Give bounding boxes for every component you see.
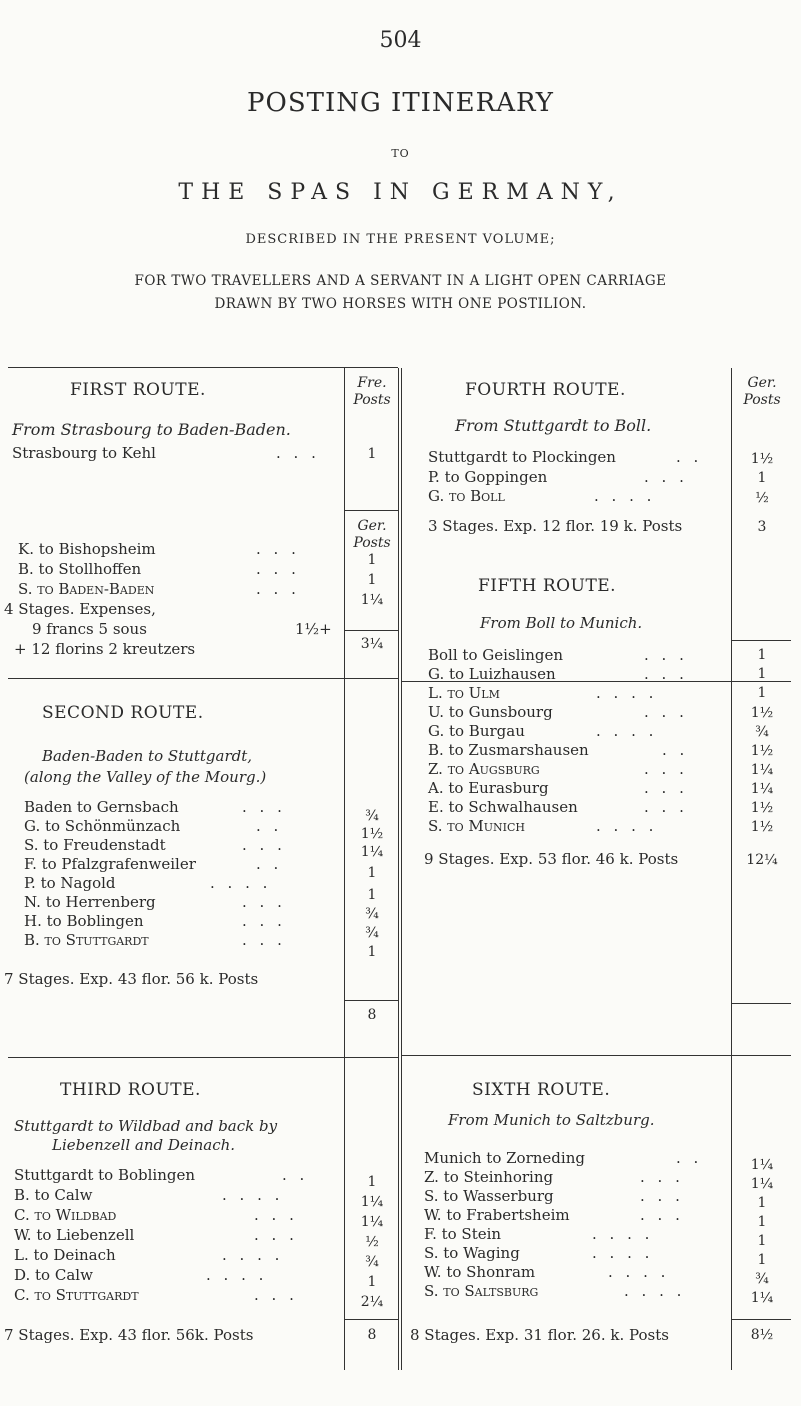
leader-dots: . . . xyxy=(242,912,286,930)
fourth-route-stage: G. to Boll xyxy=(428,487,505,505)
leader-dots: . . . xyxy=(242,836,286,854)
leader-dots: . . xyxy=(662,741,689,759)
leader-dots: . . . xyxy=(644,665,688,683)
third-stage-posts: 1¼ xyxy=(360,1194,384,1210)
title-described: DESCRIBED IN THE PRESENT VOLUME; xyxy=(245,232,556,247)
third-route-stage: D. to Calw xyxy=(14,1266,93,1284)
fifth-stage-posts: 1¼ xyxy=(750,781,774,797)
third-stage-posts: ½ xyxy=(365,1234,379,1250)
leader-dots: . . . . xyxy=(594,487,656,505)
leader-dots: . . . . xyxy=(596,817,658,835)
first-stage-posts: 1 xyxy=(367,552,377,568)
sixth-stage-posts: 1¼ xyxy=(750,1176,774,1192)
third-route-stage: B. to Calw xyxy=(14,1186,93,1204)
fourth-stage-posts: 1 xyxy=(757,470,767,486)
sixth-stage-posts: 1 xyxy=(757,1233,767,1249)
fifth-route-stage: L. to Ulm xyxy=(428,684,500,702)
leader-dots: . . . . xyxy=(608,1263,670,1281)
second-route-stage: G. to Schönmünzach xyxy=(24,817,181,835)
fourth-total-rule xyxy=(731,640,791,641)
leader-dots: . . . xyxy=(254,1226,298,1244)
fifth-stage-posts: 1½ xyxy=(750,819,774,835)
sixth-route-summary: 8 Stages. Exp. 31 flor. 26. k. Posts xyxy=(410,1326,669,1344)
fifth-stage-posts: ¾ xyxy=(755,724,769,740)
second-stage-posts: 1¼ xyxy=(360,844,384,860)
sixth-route-stage: W. to Shonram xyxy=(424,1263,536,1281)
title-spas: THE SPAS IN GERMANY, xyxy=(178,180,623,205)
sixth-route-stage: F. to Stein xyxy=(424,1225,502,1243)
left-column-divider xyxy=(344,368,345,1370)
sixth-route-heading: SIXTH ROUTE. xyxy=(472,1080,611,1100)
first-route-total: 3¼ xyxy=(360,636,384,652)
leader-dots: . . . xyxy=(256,560,300,578)
first-route-summary-florins: + 12 florins 2 kreutzers xyxy=(14,640,196,658)
leader-dots: . . . . xyxy=(222,1246,284,1264)
second-route-stage: S. to Freudenstadt xyxy=(24,836,166,854)
third-route-stage: C. to Wildbad xyxy=(14,1206,117,1224)
third-route-stage: W. to Liebenzell xyxy=(14,1226,135,1244)
fourth-stage-posts: 1½ xyxy=(750,451,774,467)
leader-dots: . . xyxy=(676,1149,703,1167)
leader-dots: . . . xyxy=(640,1168,684,1186)
leader-dots: . . . . xyxy=(592,1244,654,1262)
first-route-stage: B. to Stollhoffen xyxy=(18,560,142,578)
second-route-subtitle-valley: (along the Valley of the Mourg.) xyxy=(24,768,267,786)
third-route-stage: Stuttgardt to Boblingen xyxy=(14,1166,196,1184)
center-divider-2 xyxy=(401,368,402,1370)
leader-dots: . . . . xyxy=(596,722,658,740)
leader-dots: . . . . xyxy=(592,1225,654,1243)
fourth-route-total: 3 xyxy=(757,519,767,535)
leader-dots: . . xyxy=(282,1166,309,1184)
fre-ger-rule xyxy=(344,510,399,511)
first-route-stage: Strasbourg to Kehl xyxy=(12,444,156,462)
leader-dots: . . . xyxy=(640,1187,684,1205)
fre-posts-head: Fre. Posts xyxy=(353,375,391,408)
sixth-stage-posts: ¾ xyxy=(755,1271,769,1287)
third-route-subtitle: Stuttgardt to Wildbad and back by xyxy=(14,1117,278,1135)
second-stage-posts: ¾ xyxy=(365,808,379,824)
leader-dots: . . . xyxy=(256,540,300,558)
second-route-stage: Baden to Gernsbach xyxy=(24,798,179,816)
leader-dots: . . . . xyxy=(206,1266,268,1284)
fourth-route-subtitle: From Stuttgardt to Boll. xyxy=(455,416,652,435)
third-route-subtitle-2: Liebenzell and Deinach. xyxy=(52,1136,236,1154)
first-stage-posts: 1¼ xyxy=(360,592,384,608)
second-total-rule xyxy=(344,1000,399,1001)
third-total-rule xyxy=(344,1319,399,1320)
leader-dots: . . xyxy=(256,855,283,873)
second-route-stage: N. to Herrenberg xyxy=(24,893,156,911)
fifth-route-stage: G. to Luizhausen xyxy=(428,665,556,683)
second-route-bottom-rule xyxy=(8,1057,398,1058)
third-stage-posts: 1 xyxy=(367,1174,377,1190)
leader-dots: . . . xyxy=(254,1206,298,1224)
fifth-route-stage: E. to Schwalhausen xyxy=(428,798,578,816)
second-stage-posts: 1 xyxy=(367,865,377,881)
fifth-stage-posts: 1½ xyxy=(750,800,774,816)
second-route-stage: P. to Nagold xyxy=(24,874,116,892)
second-route-total: 8 xyxy=(367,1007,377,1023)
center-divider xyxy=(398,368,399,1370)
fifth-route-summary: 9 Stages. Exp. 53 flor. 46 k. Posts xyxy=(424,850,679,868)
first-route-summary: 4 Stages. Expenses, xyxy=(4,600,156,618)
title-to: TO xyxy=(391,147,410,160)
leader-dots: . . . xyxy=(242,893,286,911)
leader-dots: . . . xyxy=(644,646,688,664)
third-stage-posts: 1 xyxy=(367,1274,377,1290)
fifth-route-stage: G. to Burgau xyxy=(428,722,525,740)
fifth-stage-posts: 1½ xyxy=(750,743,774,759)
second-route-stage: F. to Pfalzgrafenweiler xyxy=(24,855,196,873)
second-route-subtitle: Baden-Baden to Stuttgardt, xyxy=(42,747,253,765)
third-stage-posts: 1¼ xyxy=(360,1214,384,1230)
fifth-route-total: 12¼ xyxy=(746,852,778,868)
fifth-total-rule xyxy=(731,1003,791,1004)
leader-dots: . . . xyxy=(256,580,300,598)
fourth-route-heading: FOURTH ROUTE. xyxy=(465,380,626,400)
leader-dots: . . . xyxy=(644,703,688,721)
ger-posts-head-right: Ger. Posts xyxy=(743,375,781,408)
fifth-route-stage: Boll to Geislingen xyxy=(428,646,563,664)
sixth-stage-posts: 1 xyxy=(757,1252,767,1268)
leader-dots: . . . . xyxy=(596,684,658,702)
title-travellers: FOR TWO TRAVELLERS AND A SERVANT IN A LIGHT OPEN CARRIAGE xyxy=(134,273,667,289)
sixth-stage-posts: 1 xyxy=(757,1195,767,1211)
first-route-stage: S. to Baden-Baden xyxy=(18,580,155,598)
leader-dots: . . . xyxy=(644,798,688,816)
third-stage-posts: ¾ xyxy=(365,1254,379,1270)
fifth-route-stage: U. to Gunsbourg xyxy=(428,703,553,721)
fifth-stage-posts: 1 xyxy=(757,666,767,682)
sixth-stage-posts: 1 xyxy=(757,1214,767,1230)
leader-dots: . . . xyxy=(640,1206,684,1224)
fourth-route-stage: P. to Goppingen xyxy=(428,468,548,486)
fifth-route-stage: A. to Eurasburg xyxy=(428,779,549,797)
leader-dots: . . . . xyxy=(210,874,272,892)
first-total-rule xyxy=(344,630,399,631)
fifth-route-stage: S. to Munich xyxy=(428,817,526,835)
first-stage-posts: 1 xyxy=(367,572,377,588)
leader-dots: . . . xyxy=(242,931,286,949)
second-stage-posts: 1 xyxy=(367,887,377,903)
second-stage-posts: ¾ xyxy=(365,925,379,941)
first-route-stage: K. to Bishopsheim xyxy=(18,540,156,558)
fourth-route-stage: Stuttgardt to Plockingen xyxy=(428,448,616,466)
leader-dots: . . . xyxy=(644,779,688,797)
leader-dots: . . . . xyxy=(222,1186,284,1204)
third-route-total: 8 xyxy=(367,1327,377,1343)
first-route-summary-fraction: 1½+ xyxy=(295,620,332,638)
second-stage-posts: 1½ xyxy=(360,826,384,842)
fifth-stage-posts: 1 xyxy=(757,647,767,663)
leader-dots: . . . xyxy=(644,760,688,778)
first-route-summary-francs: 9 francs 5 sous xyxy=(32,620,147,638)
fourth-stage-posts: ½ xyxy=(755,490,769,506)
second-route-heading: SECOND ROUTE. xyxy=(42,703,204,723)
third-route-stage: C. to Stuttgardt xyxy=(14,1286,139,1304)
fourth-route-summary: 3 Stages. Exp. 12 flor. 19 k. Posts xyxy=(428,517,683,535)
leader-dots: . . . xyxy=(644,468,688,486)
third-stage-posts: 2¼ xyxy=(360,1294,384,1310)
fifth-route-subtitle: From Boll to Munich. xyxy=(480,614,643,632)
third-route-heading: THIRD ROUTE. xyxy=(60,1080,201,1100)
sixth-route-subtitle: From Munich to Saltzburg. xyxy=(448,1111,655,1129)
sixth-route-stage: W. to Frabertsheim xyxy=(424,1206,570,1224)
leader-dots: . . . xyxy=(242,798,286,816)
third-route-stage: L. to Deinach xyxy=(14,1246,116,1264)
first-route-bottom-rule xyxy=(8,678,398,679)
sixth-route-stage: Munich to Zorneding xyxy=(424,1149,585,1167)
fifth-stage-posts: 1 xyxy=(757,685,767,701)
second-route-stage: B. to Stuttgardt xyxy=(24,931,149,949)
second-stage-posts: 1 xyxy=(367,944,377,960)
right-column-divider xyxy=(731,368,732,1370)
leader-dots: . . . xyxy=(276,444,320,462)
second-route-summary: 7 Stages. Exp. 43 flor. 56 k. Posts xyxy=(4,970,259,988)
sixth-stage-posts: 1¼ xyxy=(750,1157,774,1173)
top-rule xyxy=(8,367,398,368)
fifth-stage-posts: 1½ xyxy=(750,705,774,721)
second-stage-posts: ¾ xyxy=(365,906,379,922)
sixth-stage-posts: 1¼ xyxy=(750,1290,774,1306)
sixth-route-stage: S. to Wasserburg xyxy=(424,1187,554,1205)
sixth-route-stage: S. to Waging xyxy=(424,1244,520,1262)
fifth-stage-posts: 1¼ xyxy=(750,762,774,778)
first-route-heading: FIRST ROUTE. xyxy=(70,380,206,400)
sixth-route-stage: S. to Saltsburg xyxy=(424,1282,539,1300)
third-route-summary: 7 Stages. Exp. 43 flor. 56k. Posts xyxy=(4,1326,254,1344)
title-drawn: DRAWN BY TWO HORSES WITH ONE POSTILION. xyxy=(214,296,587,312)
sixth-route-total: 8½ xyxy=(750,1327,774,1343)
second-route-stage: H. to Boblingen xyxy=(24,912,144,930)
leader-dots: . . xyxy=(256,817,283,835)
leader-dots: . . xyxy=(676,448,703,466)
page-number: 504 xyxy=(379,28,422,53)
leader-dots: . . . xyxy=(254,1286,298,1304)
leader-dots: . . . . xyxy=(624,1282,686,1300)
title-posting-itinerary: POSTING ITINERARY xyxy=(247,88,554,118)
fifth-route-stage: Z. to Augsburg xyxy=(428,760,540,778)
sixth-route-stage: Z. to Steinhoring xyxy=(424,1168,554,1186)
sixth-total-rule xyxy=(731,1319,791,1320)
first-route-subtitle: From Strasbourg to Baden-Baden. xyxy=(12,420,291,439)
first-stage-posts: 1 xyxy=(367,446,377,462)
fifth-route-stage: B. to Zusmarshausen xyxy=(428,741,589,759)
ger-posts-head-left: Ger. Posts xyxy=(353,518,391,551)
fifth-route-heading: FIFTH ROUTE. xyxy=(478,576,617,596)
fifth-route-bottom-rule xyxy=(401,1055,791,1056)
